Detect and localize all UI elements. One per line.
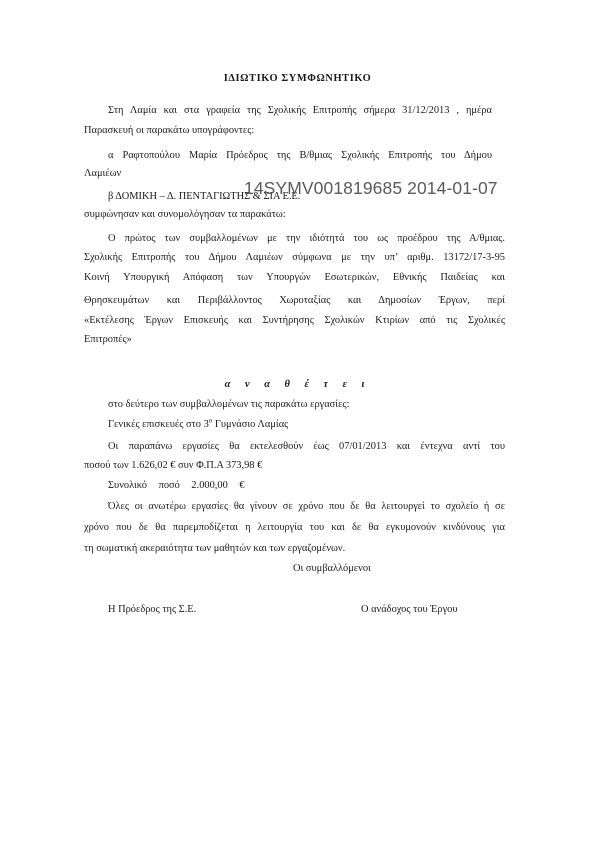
clause-1-line-1: Ο πρώτος των συμβαλλομένων με την ιδιότητά του ως προέδρου της Α/θμιας.: [108, 233, 505, 244]
works-line: [108, 418, 288, 431]
assigns-heading: α ν α θ έ τ ε ι: [224, 379, 371, 390]
document-title: ΙΔΙΩΤΙΚΟ ΣΥΜΦΩΝΗΤΙΚΟ: [223, 73, 372, 84]
clause-1-line-3: Κοινή Υπουργική Απόφαση των Υπουργών Εσωτερικών, Εθνικής Παιδείας και: [84, 272, 505, 283]
clause-1-line-6: Επιτροπές»: [84, 334, 132, 345]
agreed-line: συμφώνησαν και συνομολόγησαν τα παρακάτω:: [84, 209, 286, 220]
works-clause-line-1: Όλες οι ανωτέρω εργασίες θα γίνουν σε χρόνο που δε θα λειτουργεί το σχολείο ή σε: [108, 501, 505, 512]
execution-line-2: ποσού των 1.626,02 € συν Φ.Π.Α 373,98 €: [84, 460, 263, 471]
signature-contractor: Ο ανάδοχος του Έργου: [361, 604, 458, 615]
total-amount: Συνολικό ποσό 2.000,00 €: [108, 480, 245, 491]
works-suffix: Γυμνάσιο Λαμίας: [212, 419, 289, 430]
clause-1-line-4: Θρησκευμάτων και Περιβάλλοντος Χωροταξίας και Δημοσίων Έργων, περί: [84, 295, 505, 306]
works-clause-line-3: τη σωματική ακεραιότητα των μαθητών και των εργαζομένων.: [84, 543, 346, 554]
works-ordinal: ο: [208, 416, 213, 425]
works-clause-line-2: χρόνο που δε θα παρεμποδίζεται η λειτουργία του και δε θα εγκυμονούν κινδύνους για: [84, 522, 505, 533]
party-a-line-1: α Ραφτοπούλου Μαρία Πρόεδρος της Β/θμιας Σχολικής Επιτροπής του Δήμου: [108, 150, 492, 161]
clause-1-line-5: «Εκτέλεσης Έργων Επισκευής και Συντήρησης Σχολικών Κτιρίων από τις Σχολικές: [84, 315, 505, 326]
party-a-line-2: Λαμιέων: [84, 168, 122, 179]
party-b: β ΔΟΜΙΚΗ – Δ. ΠΕΝΤΑΓΙΩΤΗΣ & ΣΙΑ Ε.Ε.: [108, 191, 301, 202]
clause-1-line-2: Σχολικής Επιτροπής του Δήμου Λαμιέων σύμφωνα με την υπ’ αριθμ. 13172/17-3-95: [84, 252, 505, 263]
intro-line-2: Παρασκευή οι παρακάτω υπογράφοντες:: [84, 125, 255, 136]
registry-watermark: 14SYMV001819685 2014-01-07: [244, 178, 498, 198]
assign-line: στο δεύτερο των συμβαλλομένων τις παρακάτω εργασίες:: [108, 399, 350, 410]
parties-label: Οι συμβαλλόμενοι: [293, 563, 371, 574]
works-prefix: Γενικές επισκευές στο 3: [108, 419, 209, 430]
signature-president: Η Πρόεδρος της Σ.Ε.: [108, 604, 197, 615]
intro-line-1: Στη Λαμία και στα γραφεία της Σχολικής Επιτροπής σήμερα 31/12/2013 , ημέρα: [108, 105, 492, 116]
execution-line-1: Οι παραπάνω εργασίες θα εκτελεσθούν έως 07/01/2013 και έντεχνα αντί του: [108, 441, 505, 452]
